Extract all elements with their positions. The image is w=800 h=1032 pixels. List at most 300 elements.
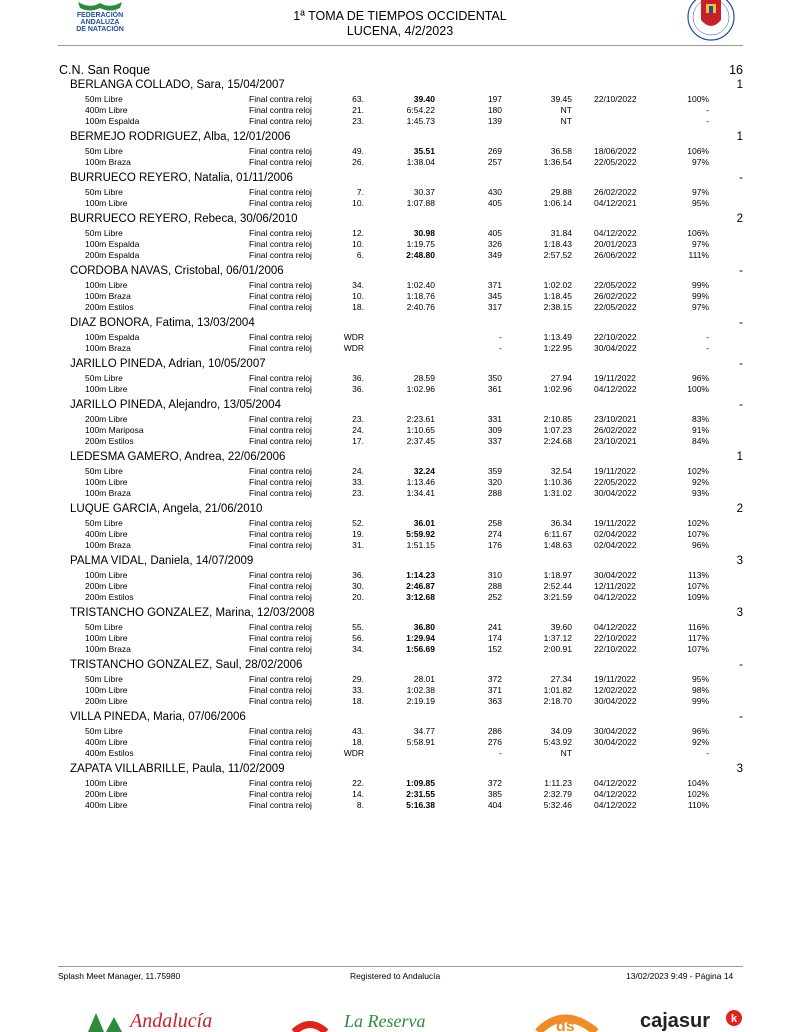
result-best-date: 26/02/2022 (594, 187, 637, 197)
result-row (0, 373, 800, 384)
result-percent: 102% (687, 518, 709, 528)
result-row (0, 105, 800, 116)
result-round: Final contra reloj (249, 581, 312, 591)
result-best-time: 1:02.96 (543, 384, 572, 394)
result-percent: 111% (688, 250, 709, 260)
result-round: Final contra reloj (249, 633, 312, 643)
result-row (0, 581, 800, 592)
result-event: 50m Libre (85, 726, 123, 736)
result-time: 1:10.65 (406, 425, 435, 435)
result-place: 23. (352, 414, 364, 424)
result-event: 50m Libre (85, 187, 123, 197)
result-place: WDR (343, 748, 364, 758)
result-place: 52. (352, 518, 364, 528)
result-place: 23. (352, 116, 364, 126)
result-round: Final contra reloj (249, 466, 312, 476)
result-percent: 97% (691, 187, 709, 197)
swimmer-name: LEDESMA GAMERO, Andrea, 22/06/2006 (70, 451, 286, 463)
result-event: 400m Libre (85, 737, 128, 747)
result-best-time: 34.09 (550, 726, 572, 736)
result-best-time: 2:00.91 (543, 644, 572, 654)
result-best-date: 19/11/2022 (594, 466, 636, 476)
result-points: 276 (487, 737, 502, 747)
result-round: Final contra reloj (249, 622, 312, 632)
result-best-time: 1:07.23 (543, 425, 572, 435)
result-event: 200m Libre (85, 414, 128, 424)
result-points: - (499, 343, 502, 353)
result-place: 29. (352, 674, 364, 684)
result-best-time: 2:18.70 (543, 696, 572, 706)
result-percent: 95% (691, 674, 709, 684)
result-round: Final contra reloj (249, 105, 312, 115)
result-round: Final contra reloj (249, 488, 312, 498)
result-points: 176 (487, 540, 502, 550)
result-points: 405 (487, 228, 502, 238)
result-time: 6:54.22 (406, 105, 435, 115)
result-row (0, 198, 800, 209)
result-percent: 106% (687, 228, 709, 238)
result-row (0, 674, 800, 685)
result-row (0, 592, 800, 603)
result-time: 1:19.75 (406, 239, 435, 249)
result-points: 241 (487, 622, 502, 632)
result-points: 317 (487, 302, 502, 312)
result-event: 100m Braza (85, 157, 131, 167)
result-row (0, 778, 800, 789)
result-place: 30. (352, 581, 364, 591)
result-best-date: 22/10/2022 (594, 633, 637, 643)
sponsor-cajasur-logo (640, 1005, 744, 1032)
result-place: 14. (352, 789, 364, 799)
result-round: Final contra reloj (249, 384, 312, 394)
result-event: 200m Estilos (85, 302, 134, 312)
result-event: 100m Espalda (85, 332, 140, 342)
result-percent: - (706, 343, 709, 353)
result-time: 1:29.94 (406, 633, 435, 643)
result-time: 1:02.38 (406, 685, 435, 695)
result-row (0, 518, 800, 529)
result-event: 100m Braza (85, 488, 131, 498)
result-place: 23. (352, 488, 364, 498)
result-row (0, 425, 800, 436)
result-points: 139 (487, 116, 502, 126)
result-row (0, 280, 800, 291)
result-points: 430 (487, 187, 502, 197)
result-row (0, 343, 800, 354)
result-event: 100m Braza (85, 291, 131, 301)
result-best-date: 30/04/2022 (594, 737, 637, 747)
result-time: 3:12.68 (406, 592, 435, 602)
result-row (0, 332, 800, 343)
result-percent: 93% (691, 488, 709, 498)
result-points: 197 (487, 94, 502, 104)
swimmer-name: BERMEJO RODRIGUEZ, Alba, 12/01/2006 (70, 131, 291, 143)
result-best-date: 22/05/2022 (594, 157, 637, 167)
result-best-time: 2:52.44 (543, 581, 572, 591)
result-round: Final contra reloj (249, 116, 312, 126)
result-best-time: NT (560, 748, 572, 758)
result-percent: - (706, 748, 709, 758)
result-row (0, 228, 800, 239)
result-row (0, 696, 800, 707)
result-round: Final contra reloj (249, 239, 312, 249)
result-best-time: 2:38.15 (543, 302, 572, 312)
result-percent: 113% (687, 570, 709, 580)
result-percent: 97% (691, 157, 709, 167)
result-points: 152 (487, 644, 502, 654)
result-points: 350 (487, 373, 502, 383)
result-round: Final contra reloj (249, 518, 312, 528)
result-points: 180 (487, 105, 502, 115)
sponsor-reserva-logo (292, 1005, 442, 1032)
result-place: 10. (352, 239, 364, 249)
result-best-time: 1:06.14 (543, 198, 572, 208)
result-event: 50m Libre (85, 622, 123, 632)
swimmer-rank: 3 (736, 763, 743, 775)
sponsor-cajasur-text: cajasur (640, 1010, 711, 1032)
swimmer-rank: 3 (736, 607, 743, 619)
result-best-time: 1:22.95 (543, 343, 572, 353)
result-round: Final contra reloj (249, 291, 312, 301)
result-best-date: 22/10/2022 (594, 94, 637, 104)
result-time: 1:56.69 (406, 644, 435, 654)
result-round: Final contra reloj (249, 748, 312, 758)
result-time: 32.24 (413, 466, 435, 476)
result-percent: 97% (691, 302, 709, 312)
result-place: 49. (352, 146, 364, 156)
result-points: 405 (487, 198, 502, 208)
result-time: 36.01 (413, 518, 435, 528)
club-name: C.N. San Roque (59, 63, 151, 77)
result-row (0, 644, 800, 655)
result-row (0, 540, 800, 551)
result-row (0, 800, 800, 811)
result-best-date: 30/04/2022 (594, 726, 637, 736)
result-percent: 104% (687, 778, 709, 788)
result-time: 1:09.85 (406, 778, 435, 788)
result-event: 200m Estilos (85, 592, 134, 602)
result-place: 20. (352, 592, 364, 602)
meet-subtitle: LUCENA, 4/2/2023 (346, 24, 454, 38)
result-best-time: 6:11.67 (544, 529, 572, 539)
result-round: Final contra reloj (249, 789, 312, 799)
result-time: 30.37 (413, 187, 435, 197)
result-round: Final contra reloj (249, 343, 312, 353)
result-best-time: 1:01.82 (543, 685, 572, 695)
result-percent: 102% (687, 789, 709, 799)
result-round: Final contra reloj (249, 778, 312, 788)
result-best-date: 04/12/2022 (594, 778, 637, 788)
result-best-time: 5:32.46 (543, 800, 572, 810)
result-best-date: 22/05/2022 (594, 302, 637, 312)
result-place: 22. (352, 778, 364, 788)
swimmer-rank: - (739, 399, 743, 411)
result-row (0, 488, 800, 499)
result-best-date: 19/11/2022 (594, 373, 636, 383)
result-row (0, 633, 800, 644)
swimmer-rank: 3 (736, 555, 743, 567)
result-place: 18. (352, 737, 364, 747)
result-row (0, 291, 800, 302)
result-event: 200m Libre (85, 789, 128, 799)
result-event: 100m Espalda (85, 116, 140, 126)
swimmer-name: BURRUECO REYERO, Rebeca, 30/06/2010 (70, 213, 298, 225)
result-best-date: 19/11/2022 (594, 674, 636, 684)
result-time: 1:45.73 (406, 116, 435, 126)
result-best-time: 39.45 (550, 94, 572, 104)
result-percent: 92% (691, 477, 709, 487)
result-place: 36. (352, 373, 364, 383)
federation-line-2: ANDALUZA (80, 19, 120, 26)
result-best-date: 26/02/2022 (594, 425, 637, 435)
result-place: 18. (352, 302, 364, 312)
result-best-time: 1:37.12 (543, 633, 572, 643)
result-time: 39.40 (413, 94, 435, 104)
result-event: 100m Libre (85, 685, 128, 695)
result-best-time: 27.34 (550, 674, 572, 684)
swimmer-name: VILLA PINEDA, Maria, 07/06/2006 (70, 711, 246, 723)
result-event: 400m Estilos (85, 748, 134, 758)
result-best-time: 36.34 (550, 518, 572, 528)
result-row (0, 529, 800, 540)
result-points: 349 (487, 250, 502, 260)
result-time: 5:16.38 (406, 800, 435, 810)
result-event: 50m Libre (85, 518, 123, 528)
swimmer-name: JARILLO PINEDA, Adrian, 10/05/2007 (70, 358, 266, 370)
result-time: 2:19.19 (406, 696, 435, 706)
result-points: 252 (487, 592, 502, 602)
result-points: 331 (487, 414, 502, 424)
result-event: 400m Libre (85, 529, 128, 539)
result-event: 100m Libre (85, 198, 128, 208)
result-event: 400m Libre (85, 105, 128, 115)
result-time: 1:38.04 (406, 157, 435, 167)
result-time: 1:14.23 (406, 570, 435, 580)
result-event: 100m Libre (85, 570, 128, 580)
sponsor-andalucia-text: Andalucía (130, 1010, 213, 1032)
swimmer-rank: 2 (736, 213, 743, 225)
footer-page: 13/02/2023 9:49 - Página 14 (626, 971, 734, 981)
result-percent: 116% (687, 622, 709, 632)
swimmer-rank: 1 (736, 131, 743, 143)
result-time: 1:18.76 (406, 291, 435, 301)
result-percent: - (706, 105, 709, 115)
result-row (0, 250, 800, 261)
result-time: 1:34.41 (406, 488, 435, 498)
result-event: 400m Libre (85, 800, 128, 810)
result-best-time: NT (560, 116, 572, 126)
result-time: 35.51 (413, 146, 435, 156)
result-best-time: 1:18.45 (543, 291, 572, 301)
result-row (0, 302, 800, 313)
result-best-date: 04/12/2022 (594, 800, 637, 810)
result-round: Final contra reloj (249, 685, 312, 695)
result-best-date: 22/10/2022 (594, 644, 637, 654)
result-event: 100m Espalda (85, 239, 140, 249)
result-best-time: 1:10.36 (543, 477, 572, 487)
result-best-date: 23/10/2021 (594, 414, 637, 424)
result-points: 288 (487, 488, 502, 498)
result-best-date: 26/02/2022 (594, 291, 637, 301)
result-best-time: 1:31.02 (543, 488, 572, 498)
federation-line-1: FEDERACIÓN (76, 12, 124, 19)
result-row (0, 146, 800, 157)
result-best-date: 04/12/2022 (594, 384, 637, 394)
result-best-date: 22/05/2022 (594, 477, 637, 487)
swimmer-rank: 1 (736, 451, 743, 463)
result-best-time: 39.60 (550, 622, 572, 632)
result-time: 2:48.80 (406, 250, 435, 260)
result-percent: 109% (687, 592, 709, 602)
result-percent: 92% (691, 737, 709, 747)
result-points: 258 (487, 518, 502, 528)
result-points: 286 (487, 726, 502, 736)
result-round: Final contra reloj (249, 146, 312, 156)
result-best-date: 12/02/2022 (594, 685, 637, 695)
result-place: 56. (352, 633, 364, 643)
result-points: 337 (487, 436, 502, 446)
result-percent: 99% (691, 696, 709, 706)
result-time: 2:40.76 (406, 302, 435, 312)
result-event: 100m Libre (85, 633, 128, 643)
result-round: Final contra reloj (249, 425, 312, 435)
result-place: 34. (352, 644, 364, 654)
result-place: 31. (352, 540, 364, 550)
result-best-date: 04/12/2022 (594, 592, 637, 602)
swimmer-name: TRISTANCHO GONZALEZ, Marina, 12/03/2008 (70, 607, 315, 619)
swimmer-name: JARILLO PINEDA, Alejandro, 13/05/2004 (70, 399, 281, 411)
swimmer-rank: 1 (736, 79, 743, 91)
result-place: 10. (352, 291, 364, 301)
result-time: 28.59 (413, 373, 435, 383)
result-best-time: 36.58 (550, 146, 572, 156)
result-event: 200m Espalda (85, 250, 140, 260)
result-percent: 99% (691, 291, 709, 301)
result-row (0, 94, 800, 105)
result-event: 100m Libre (85, 384, 128, 394)
result-row (0, 570, 800, 581)
result-round: Final contra reloj (249, 570, 312, 580)
result-place: 17. (352, 436, 364, 446)
result-place: 10. (352, 198, 364, 208)
result-percent: 107% (687, 644, 709, 654)
swimmer-rank: - (739, 172, 743, 184)
result-time: 1:02.96 (406, 384, 435, 394)
result-time: 1:02.40 (406, 280, 435, 290)
result-percent: 83% (691, 414, 709, 424)
sponsor-reserva-text: La Reserva (344, 1011, 426, 1031)
result-best-date: 12/11/2022 (594, 581, 636, 591)
result-best-date: 26/06/2022 (594, 250, 637, 260)
result-percent: 99% (691, 280, 709, 290)
swimmer-rank: - (739, 711, 743, 723)
result-event: 200m Libre (85, 696, 128, 706)
result-best-date: 04/12/2022 (594, 228, 637, 238)
result-round: Final contra reloj (249, 373, 312, 383)
result-place: 8. (356, 800, 364, 810)
result-place: 33. (352, 477, 364, 487)
result-points: 371 (487, 280, 502, 290)
result-row (0, 384, 800, 395)
result-best-date: 19/11/2022 (594, 518, 636, 528)
result-round: Final contra reloj (249, 477, 312, 487)
result-place: 12. (352, 228, 364, 238)
result-row (0, 622, 800, 633)
result-points: 404 (487, 800, 502, 810)
footer-registered: Registered to Andalucía (350, 971, 441, 981)
result-best-time: 1:36.54 (543, 157, 572, 167)
result-points: 309 (487, 425, 502, 435)
result-round: Final contra reloj (249, 436, 312, 446)
swimmer-rank: 2 (736, 503, 743, 515)
result-event: 50m Libre (85, 94, 123, 104)
result-points: - (499, 332, 502, 342)
result-row (0, 116, 800, 127)
result-best-date: 30/04/2022 (594, 343, 637, 353)
result-points: 361 (487, 384, 502, 394)
result-place: 24. (352, 466, 364, 476)
result-best-date: 30/04/2022 (594, 570, 637, 580)
result-best-time: 27.94 (550, 373, 572, 383)
meet-title: 1ª TOMA DE TIEMPOS OCCIDENTAL (293, 9, 507, 23)
result-best-time: 1:13.49 (543, 332, 572, 342)
result-best-time: 32.54 (550, 466, 572, 476)
result-round: Final contra reloj (249, 800, 312, 810)
footer-divider (58, 966, 743, 967)
result-points: 372 (487, 674, 502, 684)
result-place: 18. (352, 696, 364, 706)
result-round: Final contra reloj (249, 644, 312, 654)
result-best-date: 04/12/2022 (594, 622, 637, 632)
swimmer-name: ZAPATA VILLABRILLE, Paula, 11/02/2009 (70, 763, 285, 775)
result-best-time: 2:10.85 (543, 414, 572, 424)
result-points: 310 (487, 570, 502, 580)
swimmer-name: DIAZ BONORA, Fatima, 13/03/2004 (70, 317, 255, 329)
result-points: 359 (487, 466, 502, 476)
result-row (0, 737, 800, 748)
result-best-date: 30/04/2022 (594, 488, 637, 498)
result-round: Final contra reloj (249, 187, 312, 197)
result-event: 100m Libre (85, 778, 128, 788)
result-percent: 117% (687, 633, 709, 643)
result-round: Final contra reloj (249, 592, 312, 602)
result-place: WDR (343, 332, 364, 342)
result-place: 63. (352, 94, 364, 104)
result-points: 372 (487, 778, 502, 788)
result-round: Final contra reloj (249, 414, 312, 424)
result-best-time: 31.84 (550, 228, 572, 238)
result-percent: 96% (691, 726, 709, 736)
result-event: 200m Estilos (85, 436, 134, 446)
result-points: 363 (487, 696, 502, 706)
result-row (0, 726, 800, 737)
footer-software: Splash Meet Manager, 11.75980 (58, 971, 181, 981)
result-percent: 98% (691, 685, 709, 695)
result-place: 26. (352, 157, 364, 167)
result-best-time: NT (560, 105, 572, 115)
result-points: 269 (487, 146, 502, 156)
result-row (0, 187, 800, 198)
result-time: 34.77 (413, 726, 435, 736)
result-time: 2:37.45 (406, 436, 435, 446)
result-points: 320 (487, 477, 502, 487)
result-best-time: 3:21.59 (543, 592, 572, 602)
result-time: 30.98 (413, 228, 435, 238)
result-time: 2:31.55 (406, 789, 435, 799)
result-place: WDR (343, 343, 364, 353)
sponsor-ds-logo (534, 1005, 604, 1032)
result-event: 200m Libre (85, 581, 128, 591)
